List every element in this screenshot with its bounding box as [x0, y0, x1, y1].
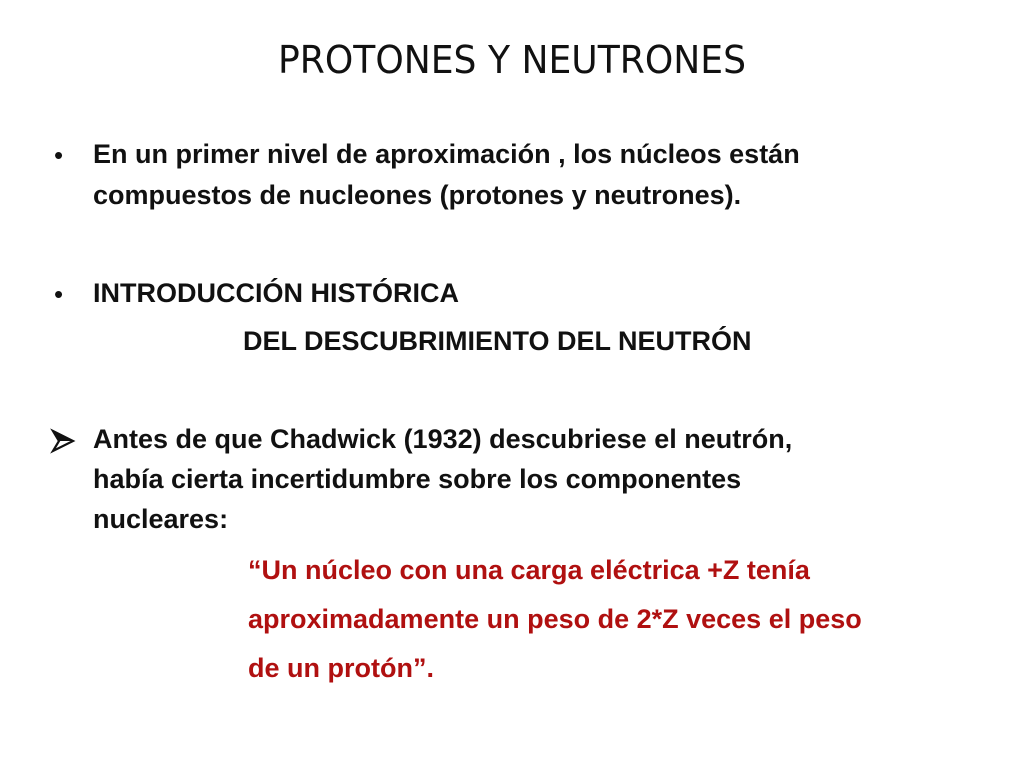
bullet2-subheading: DEL DESCUBRIMIENTO DEL NEUTRÓN	[243, 326, 752, 356]
arrow-bullet-icon	[50, 428, 76, 454]
slide-title: PROTONES Y NEUTRONES	[278, 38, 746, 82]
quote-line1: “Un núcleo con una carga eléctrica +Z tenía	[248, 555, 810, 585]
quote-line3: de un protón”.	[248, 653, 434, 683]
bullet-marker: •	[54, 279, 64, 309]
quote-line2: aproximadamente un peso de 2*Z veces el peso	[248, 604, 862, 634]
bullet3-line1: Antes de que Chadwick (1932) descubriese el neutrón,	[93, 424, 793, 454]
bullet1-line1: En un primer nivel de aproximación , los núcleos están	[93, 139, 800, 169]
bullet-marker: •	[54, 140, 64, 170]
bullet3-line2: había cierta incertidumbre sobre los componentes	[93, 464, 742, 494]
bullet2-heading: INTRODUCCIÓN HISTÓRICA	[93, 278, 459, 308]
bullet1-line2: compuestos de nucleones (protones y neutrones).	[93, 180, 742, 210]
bullet3-line3: nucleares:	[93, 504, 229, 534]
